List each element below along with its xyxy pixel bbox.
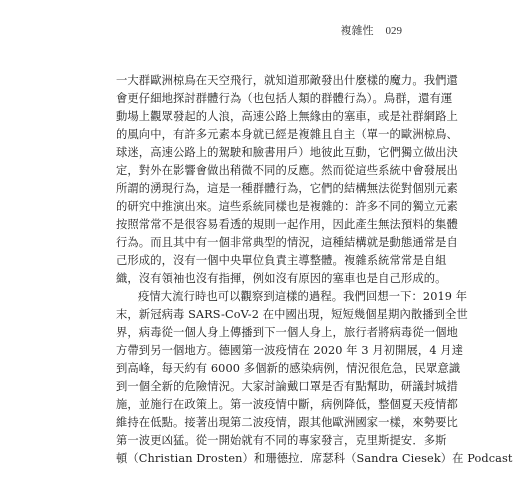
text-line: 的風向中，有許多元素本身就已經是複雜且自主（單一的歐洲椋鳥、 xyxy=(116,128,458,141)
text-line: 定，對外在影響會做出稍微不同的反應。然而從這些系統中會發展出 xyxy=(116,164,458,177)
text-line: 疫情大流行時也可以觀察到這樣的過程。我們回想一下：2019 年 xyxy=(138,290,468,303)
text-line: 織，沒有領袖也沒有指揮，例如沒有原因的塞車也是自己形成的。 xyxy=(116,272,447,285)
text-line: 行為。而且其中有一個非常典型的情況，這種結構就是動態通常是自 xyxy=(116,236,458,249)
text-line: 一大群歐洲椋鳥在天空飛行，就知道那敵發出什麼樣的魔力。我們還 xyxy=(116,74,458,87)
paragraph-1 xyxy=(116,72,458,288)
text-line: 動場上觀眾發起的人浪，高速公路上無緣由的塞車，或是社群網路上 xyxy=(116,110,458,123)
text-line: 界，病毒從一個人身上傳播到下一個人身上，旅行者將病毒從一個地 xyxy=(116,326,458,339)
text-line: 己形成的，沒有一個中央單位負責主導整體。複雜系統常常是自組 xyxy=(116,254,447,267)
text-line: 頓（Christian Drosten）和珊德拉．席瑟科（Sandra Ciesek）在 Podcast xyxy=(116,452,513,465)
page-number: 029 xyxy=(385,25,402,37)
text-line: 會更仔細地探討群體行為（也包括人類的群體行為）。鳥群，還有運 xyxy=(116,92,453,105)
chapter-title: 複雜性 xyxy=(340,24,374,37)
text-line: 到高峰，每天約有 6000 多個新的感染病例，情況很危急，民眾意識 xyxy=(116,362,461,375)
text-line: 維持在低點。接著出現第二波疫情，跟其他歐洲國家一樣，來勢要比 xyxy=(116,416,458,429)
text-line: 所謂的湧現行為，這是一種群體行為，它們的結構無法從對個別元素 xyxy=(116,182,458,195)
text-line: 第一波更凶猛。從一開始就有不同的專家發言，克里斯提安．多斯 xyxy=(116,434,447,447)
running-header xyxy=(341,22,403,38)
text-line: 到一個全新的危險情況。大家討論戴口罩是否有點幫助，研議封城措 xyxy=(116,380,458,393)
text-line: 按照常常不是很容易看透的規則一起作用，因此產生無法預料的集體 xyxy=(116,218,458,231)
text-line: 末，新冠病毒 SARS-CoV-2 在中國出現，短短幾個星期內散播到全世 xyxy=(116,308,468,321)
body-text xyxy=(116,72,513,468)
text-line: 施，並施行在政策上。第一波疫情中斷，病例降低，整個夏天疫情都 xyxy=(116,398,458,411)
text-line: 的研究中推演出來。這些系統同樣也是複雜的：許多不同的獨立元素 xyxy=(116,200,458,213)
text-line: 方帶到另一個地方。德國第一波疫情在 2020 年 3 月初開展，4 月達 xyxy=(116,344,464,357)
paragraph-2 xyxy=(116,288,513,468)
text-line: 球迷，高速公路上的駕駛和臉書用戶）地彼此互動，它們獨立做出決 xyxy=(116,146,458,159)
